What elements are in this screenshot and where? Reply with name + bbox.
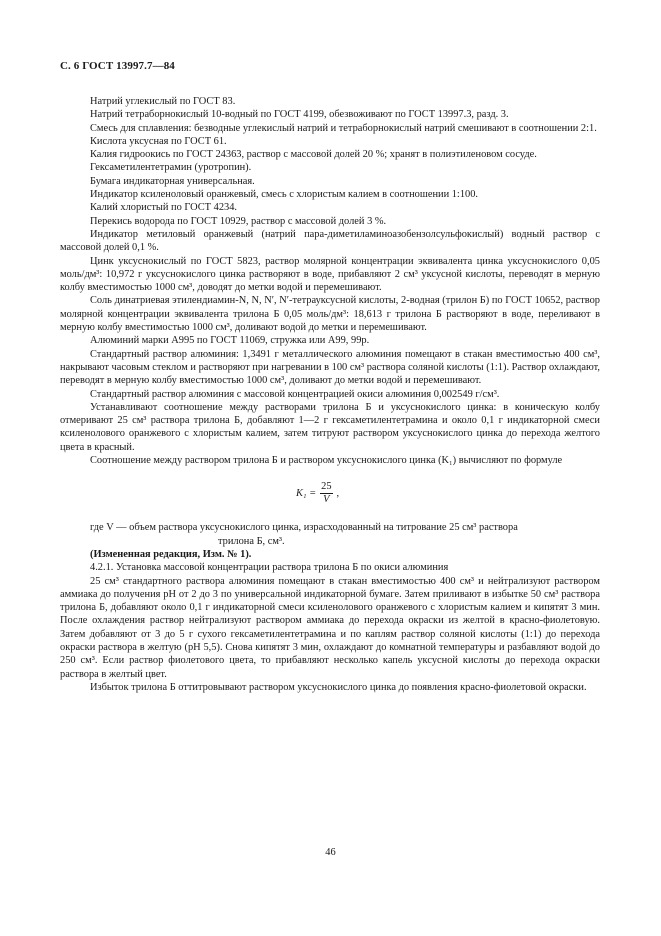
paragraph: Алюминий марки А995 по ГОСТ 11069, стружка или А99, 99р. [90, 335, 370, 347]
paragraph: Калия гидроокись по ГОСТ 24363, раствор с массовой долей 20 %; хранят в полиэтиленовом сосуде. [90, 149, 537, 161]
formula-trail: , [336, 488, 340, 500]
section-title: 4.2.1. Установка массовой концентрации раствора трилона Б по окиси алюминия [90, 562, 449, 574]
body-text [60, 95, 600, 694]
formula-fraction [320, 481, 332, 506]
paragraph: Избыток трилона Б оттитровывают раствором уксуснокислого цинка до появления красно-фиолетовой окраски. [90, 681, 587, 693]
paragraph: Индикатор метиловый оранжевый (натрий пара-диметиламиноазобензолсульфокислый) водный раствор с массовой долей 0,1 %. [60, 228, 600, 254]
paragraph: Стандартный раствор алюминия с массовой концентрацией окиси алюминия 0,002549 г/см³. [90, 388, 500, 400]
where-continuation: трилона Б, см³. [218, 535, 285, 547]
paragraph: Натрий углекислый по ГОСТ 83. [90, 96, 236, 107]
paragraph: 25 см³ стандартного раствора алюминия помещают в стакан вместимостью 400 см³ и нейтрализуют раствором аммиака до получения pH от 2 до 3 по универсальной индикаторной бумаге. Затем приливают в избытке 50 см³ раствора трилона Б, добавляют около 0,1 г индикаторной смеси ксиленолового оранжевого с хлористым калием и кипятят 3 мин. После охлаждения раствор нейтрализуют раствором аммиака до перехода окраски из желтой в красно-фиолетовую. Затем добавляют от 3 до 5 г сухого гексаметилентетрамина и по каплям раствор соляной кислоты (1:1) до перехода окраски раствора в желтую (pH 5,5). Снова кипятят 3 мин, охлаждают до комнатной температуры и разбавляют водой до 250 см³. Если раствор фиолетового цвета, то прибавляют несколько капель уксусной кислоты до перехода окраски раствора в желтый цвет. [60, 575, 600, 680]
paragraph: Кислота уксусная по ГОСТ 61. [90, 135, 227, 147]
paragraph: Бумага индикаторная универсальная. [90, 175, 255, 187]
paragraph: Калий хлористый по ГОСТ 4234. [90, 202, 238, 214]
paragraph: Индикатор ксиленоловый оранжевый, смесь с хлористым калием в соотношении 1:100. [90, 189, 479, 201]
formula [60, 479, 600, 509]
paragraph: Смесь для сплавления: безводные углекислый натрий и тетраборнокислый натрий смешивают в соотношении 2:1. [90, 122, 597, 134]
paragraph: Гексаметилентетрамин (уротропин). [90, 162, 252, 174]
formula-denominator: V [323, 494, 330, 506]
paragraph: Соль динатриевая этилендиамин-N, N, N′, N′-тетрауксусной кислоты, 2-водная (трилон Б) по ГОСТ 10652, раствор молярной концентрации эквивалента трилона Б 0,05 моль/дм³: 18,613 г трилона Б растворяют в воде, переливают в мерную колбу вместимостью 1000 см³, доливают водой до метки и перемешивают. [60, 295, 600, 334]
amendment-note: (Измененная редакция, Изм. № 1). [90, 548, 252, 560]
paragraph: Стандартный раствор алюминия: 1,3491 г металлического алюминия помещают в стакан вместимостью 400 см³, накрывают часовым стеклом и растворяют при нагревании в 100 см³ раствора соляной кислоты (1:1). Раствор охлаждают, переводят в мерную колбу вместимостью 1000 см³, доливают до метки водой и перемешивают. [60, 348, 600, 387]
formula-lhs: K₁ = [296, 488, 317, 500]
paragraph: Натрий тетраборнокислый 10-водный по ГОСТ 4199, обезвоживают по ГОСТ 13997.3, разд. 3. [90, 109, 509, 121]
paragraph: Устанавливают соотношение между растворами трилона Б и уксуснокислого цинка: в коническую колбу отмеривают 25 см³ раствора трилона Б, добавляют 1—2 г гексаметилентетрамина и около 0,1 г индикаторной смеси ксиленолового оранжевого с хлористым калием, затем титруют раствором уксуснокислого цинка до перехода желтого цвета в красный. [60, 401, 600, 453]
paragraph: Цинк уксуснокислый по ГОСТ 5823, раствор молярной концентрации эквивалента цинка уксуснокислого 0,05 моль/дм³: 10,972 г уксуснокислого цинка растворяют в воде, прибавляют 2 см³ уксусной кислоты, переводят в мерную колбу вместимостью 1000 см³, доводят до метки водой и перемешивают. [60, 255, 600, 294]
where-line: где V — объем раствора уксуснокислого цинка, израсходованный на титрование 25 см³ раствора [90, 522, 518, 534]
page-header: С. 6 ГОСТ 13997.7—84 [60, 60, 175, 72]
paragraph: Соотношение между раствором трилона Б и раствором уксуснокислого цинка (K₁) вычисляют по формуле [90, 455, 563, 467]
paragraph: Перекись водорода по ГОСТ 10929, раствор с массовой долей 3 %. [90, 215, 387, 227]
formula-numerator: 25 [321, 481, 332, 493]
page-number: 46 [325, 847, 336, 858]
